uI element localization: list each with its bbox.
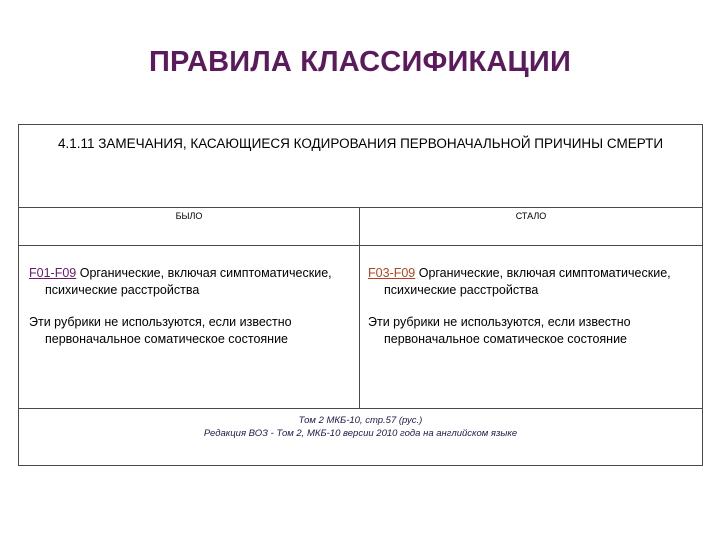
- after-note: Эти рубрики не используются, если известно первоначальное соматическое состояние: [368, 315, 631, 346]
- before-code-entry: [29, 265, 351, 299]
- before-code: F01-F09: [29, 266, 77, 280]
- after-code: F03-F09: [368, 266, 416, 280]
- before-note: Эти рубрики не используются, если известно первоначальное соматическое состояние: [29, 315, 292, 346]
- footer-divider: [19, 408, 702, 409]
- subheader-divider: [19, 245, 702, 246]
- source-line-1: Том 2 МКБ-10, стр.57 (рус.): [298, 415, 423, 426]
- slide-title: ПРАВИЛА КЛАССИФИКАЦИИ: [148, 46, 572, 78]
- after-code-description: Органические, включая симптоматические, психические расстройства: [384, 266, 671, 297]
- before-cell: [29, 265, 351, 363]
- classification-table: [18, 124, 703, 466]
- column-header-before: БЫЛО: [175, 211, 203, 221]
- before-code-description: Органические, включая симптоматические, психические расстройства: [45, 266, 332, 297]
- section-heading: 4.1.11 ЗАМЕЧАНИЯ, КАСАЮЩИЕСЯ КОДИРОВАНИЯ ПЕРВОНАЧАЛЬНОЙ ПРИЧИНЫ СМЕРТИ: [57, 136, 664, 151]
- after-code-entry: [368, 265, 698, 299]
- after-cell: [368, 265, 698, 363]
- column-divider: [359, 208, 360, 409]
- source-note: [19, 414, 702, 440]
- table-header-row: [19, 125, 702, 208]
- source-line-2: Редакция ВОЗ - Том 2, МКБ-10 версии 2010 года на английском языке: [203, 428, 518, 439]
- column-header-after: СТАЛО: [515, 211, 547, 221]
